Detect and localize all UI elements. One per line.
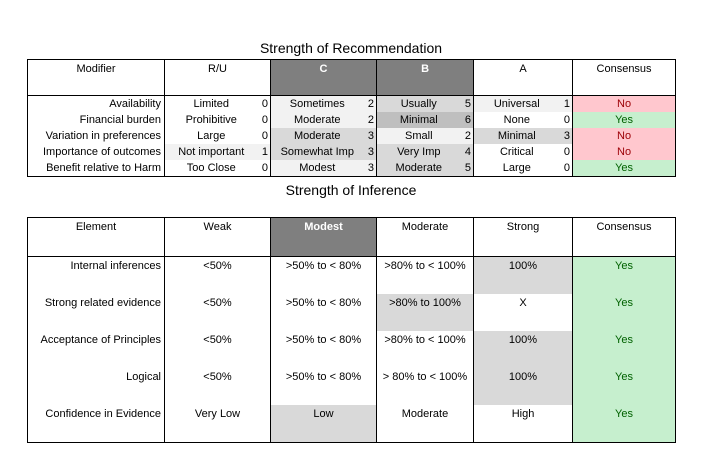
header-c: C xyxy=(271,60,377,96)
c-value: Sometimes xyxy=(271,96,364,113)
row-label: Logical xyxy=(28,368,165,405)
row-label: Importance of outcomes xyxy=(28,144,165,160)
a-count: 1 xyxy=(560,96,573,113)
consensus-cell: Yes xyxy=(573,160,676,177)
b-count: 2 xyxy=(461,128,474,144)
consensus-cell: Yes xyxy=(573,257,676,295)
row-label: Availability xyxy=(28,96,165,113)
b-value: Usually xyxy=(377,96,461,113)
row-label: Internal inferences xyxy=(28,257,165,295)
modest-cell: >50% to < 80% xyxy=(271,294,377,331)
header-consensus: Consensus xyxy=(573,218,676,257)
moderate-cell: >80% to < 100% xyxy=(377,331,474,368)
a-count: 0 xyxy=(560,144,573,160)
ru-count: 0 xyxy=(258,112,271,128)
weak-cell: <50% xyxy=(165,331,271,368)
table-row xyxy=(28,257,676,295)
ru-value: Not important xyxy=(165,144,258,160)
header-element: Element xyxy=(28,218,165,257)
header-a: A xyxy=(474,60,573,96)
consensus-cell: Yes xyxy=(573,294,676,331)
c-value: Moderate xyxy=(271,128,364,144)
table-row xyxy=(28,331,676,368)
consensus-cell: No xyxy=(573,96,676,113)
b-count: 4 xyxy=(461,144,474,160)
modest-cell: >50% to < 80% xyxy=(271,368,377,405)
row-label: Variation in preferences xyxy=(28,128,165,144)
moderate-cell: >80% to < 100% xyxy=(377,257,474,295)
ru-count: 0 xyxy=(258,160,271,177)
consensus-cell: No xyxy=(573,128,676,144)
moderate-cell: > 80% to < 100% xyxy=(377,368,474,405)
consensus-cell: Yes xyxy=(573,368,676,405)
recommendation-table xyxy=(27,59,676,177)
consensus-cell: Yes xyxy=(573,112,676,128)
header-moderate: Moderate xyxy=(377,218,474,257)
b-value: Minimal xyxy=(377,112,461,128)
table-row xyxy=(28,96,676,113)
moderate-cell: >80% to 100% xyxy=(377,294,474,331)
header-ru: R/U xyxy=(165,60,271,96)
c-count: 2 xyxy=(364,112,377,128)
a-value: Minimal xyxy=(474,128,560,144)
a-count: 0 xyxy=(560,160,573,177)
ru-count: 0 xyxy=(258,96,271,113)
table-row xyxy=(28,112,676,128)
table-row xyxy=(28,128,676,144)
c-value: Moderate xyxy=(271,112,364,128)
inference-table xyxy=(27,217,676,443)
c-count: 3 xyxy=(364,160,377,177)
strong-cell: High xyxy=(474,405,573,443)
header-b: B xyxy=(377,60,474,96)
row-label: Benefit relative to Harm xyxy=(28,160,165,177)
b-count: 5 xyxy=(461,96,474,113)
modest-cell: >50% to < 80% xyxy=(271,331,377,368)
recommendation-title: Strength of Recommendation xyxy=(259,40,443,56)
b-value: Moderate xyxy=(377,160,461,177)
weak-cell: <50% xyxy=(165,368,271,405)
header-strong: Strong xyxy=(474,218,573,257)
ru-value: Large xyxy=(197,130,226,142)
modest-cell: >50% to < 80% xyxy=(271,257,377,295)
strong-cell: 100% xyxy=(474,257,573,295)
ru-value: Limited xyxy=(193,98,229,110)
header-modifier: Modifier xyxy=(28,60,165,96)
row-label: Financial burden xyxy=(28,112,165,128)
b-count: 5 xyxy=(461,160,474,177)
header-modest: Modest xyxy=(271,218,377,257)
a-value: Universal xyxy=(474,96,560,113)
a-count: 0 xyxy=(560,112,573,128)
c-count: 3 xyxy=(364,128,377,144)
b-count: 6 xyxy=(461,112,474,128)
table-row xyxy=(28,405,676,443)
a-value: Large xyxy=(474,160,560,177)
c-count: 3 xyxy=(364,144,377,160)
table-row xyxy=(28,144,676,160)
inference-title: Strength of Inference xyxy=(285,182,417,198)
weak-cell: Very Low xyxy=(165,405,271,443)
row-label: Acceptance of Principles xyxy=(28,331,165,368)
consensus-cell: Yes xyxy=(573,331,676,368)
ru-count: 1 xyxy=(258,144,271,160)
b-value: Very Imp xyxy=(377,144,461,160)
row-label: Confidence in Evidence xyxy=(28,405,165,443)
weak-cell: <50% xyxy=(165,294,271,331)
consensus-cell: No xyxy=(573,144,676,160)
c-value: Modest xyxy=(271,160,364,177)
header-consensus: Consensus xyxy=(573,60,676,96)
weak-cell: <50% xyxy=(165,257,271,295)
b-value: Small xyxy=(377,128,461,144)
a-value: Critical xyxy=(499,146,534,158)
ru-value: Prohibitive xyxy=(185,114,237,126)
consensus-cell: Yes xyxy=(573,405,676,443)
strong-cell: 100% xyxy=(474,331,573,368)
row-label: Strong related evidence xyxy=(28,294,165,331)
c-count: 2 xyxy=(364,96,377,113)
a-count: 3 xyxy=(560,128,573,144)
a-value: None xyxy=(503,114,530,126)
header-weak: Weak xyxy=(165,218,271,257)
table-row xyxy=(28,368,676,405)
ru-value: Too Close xyxy=(165,160,258,177)
table-row xyxy=(28,294,676,331)
strong-cell: X xyxy=(474,294,573,331)
moderate-cell: Moderate xyxy=(377,405,474,443)
c-value: Somewhat Imp xyxy=(271,144,364,160)
strong-cell: 100% xyxy=(474,368,573,405)
ru-count: 0 xyxy=(258,128,271,144)
modest-cell: Low xyxy=(271,405,377,443)
table-row xyxy=(28,160,676,177)
